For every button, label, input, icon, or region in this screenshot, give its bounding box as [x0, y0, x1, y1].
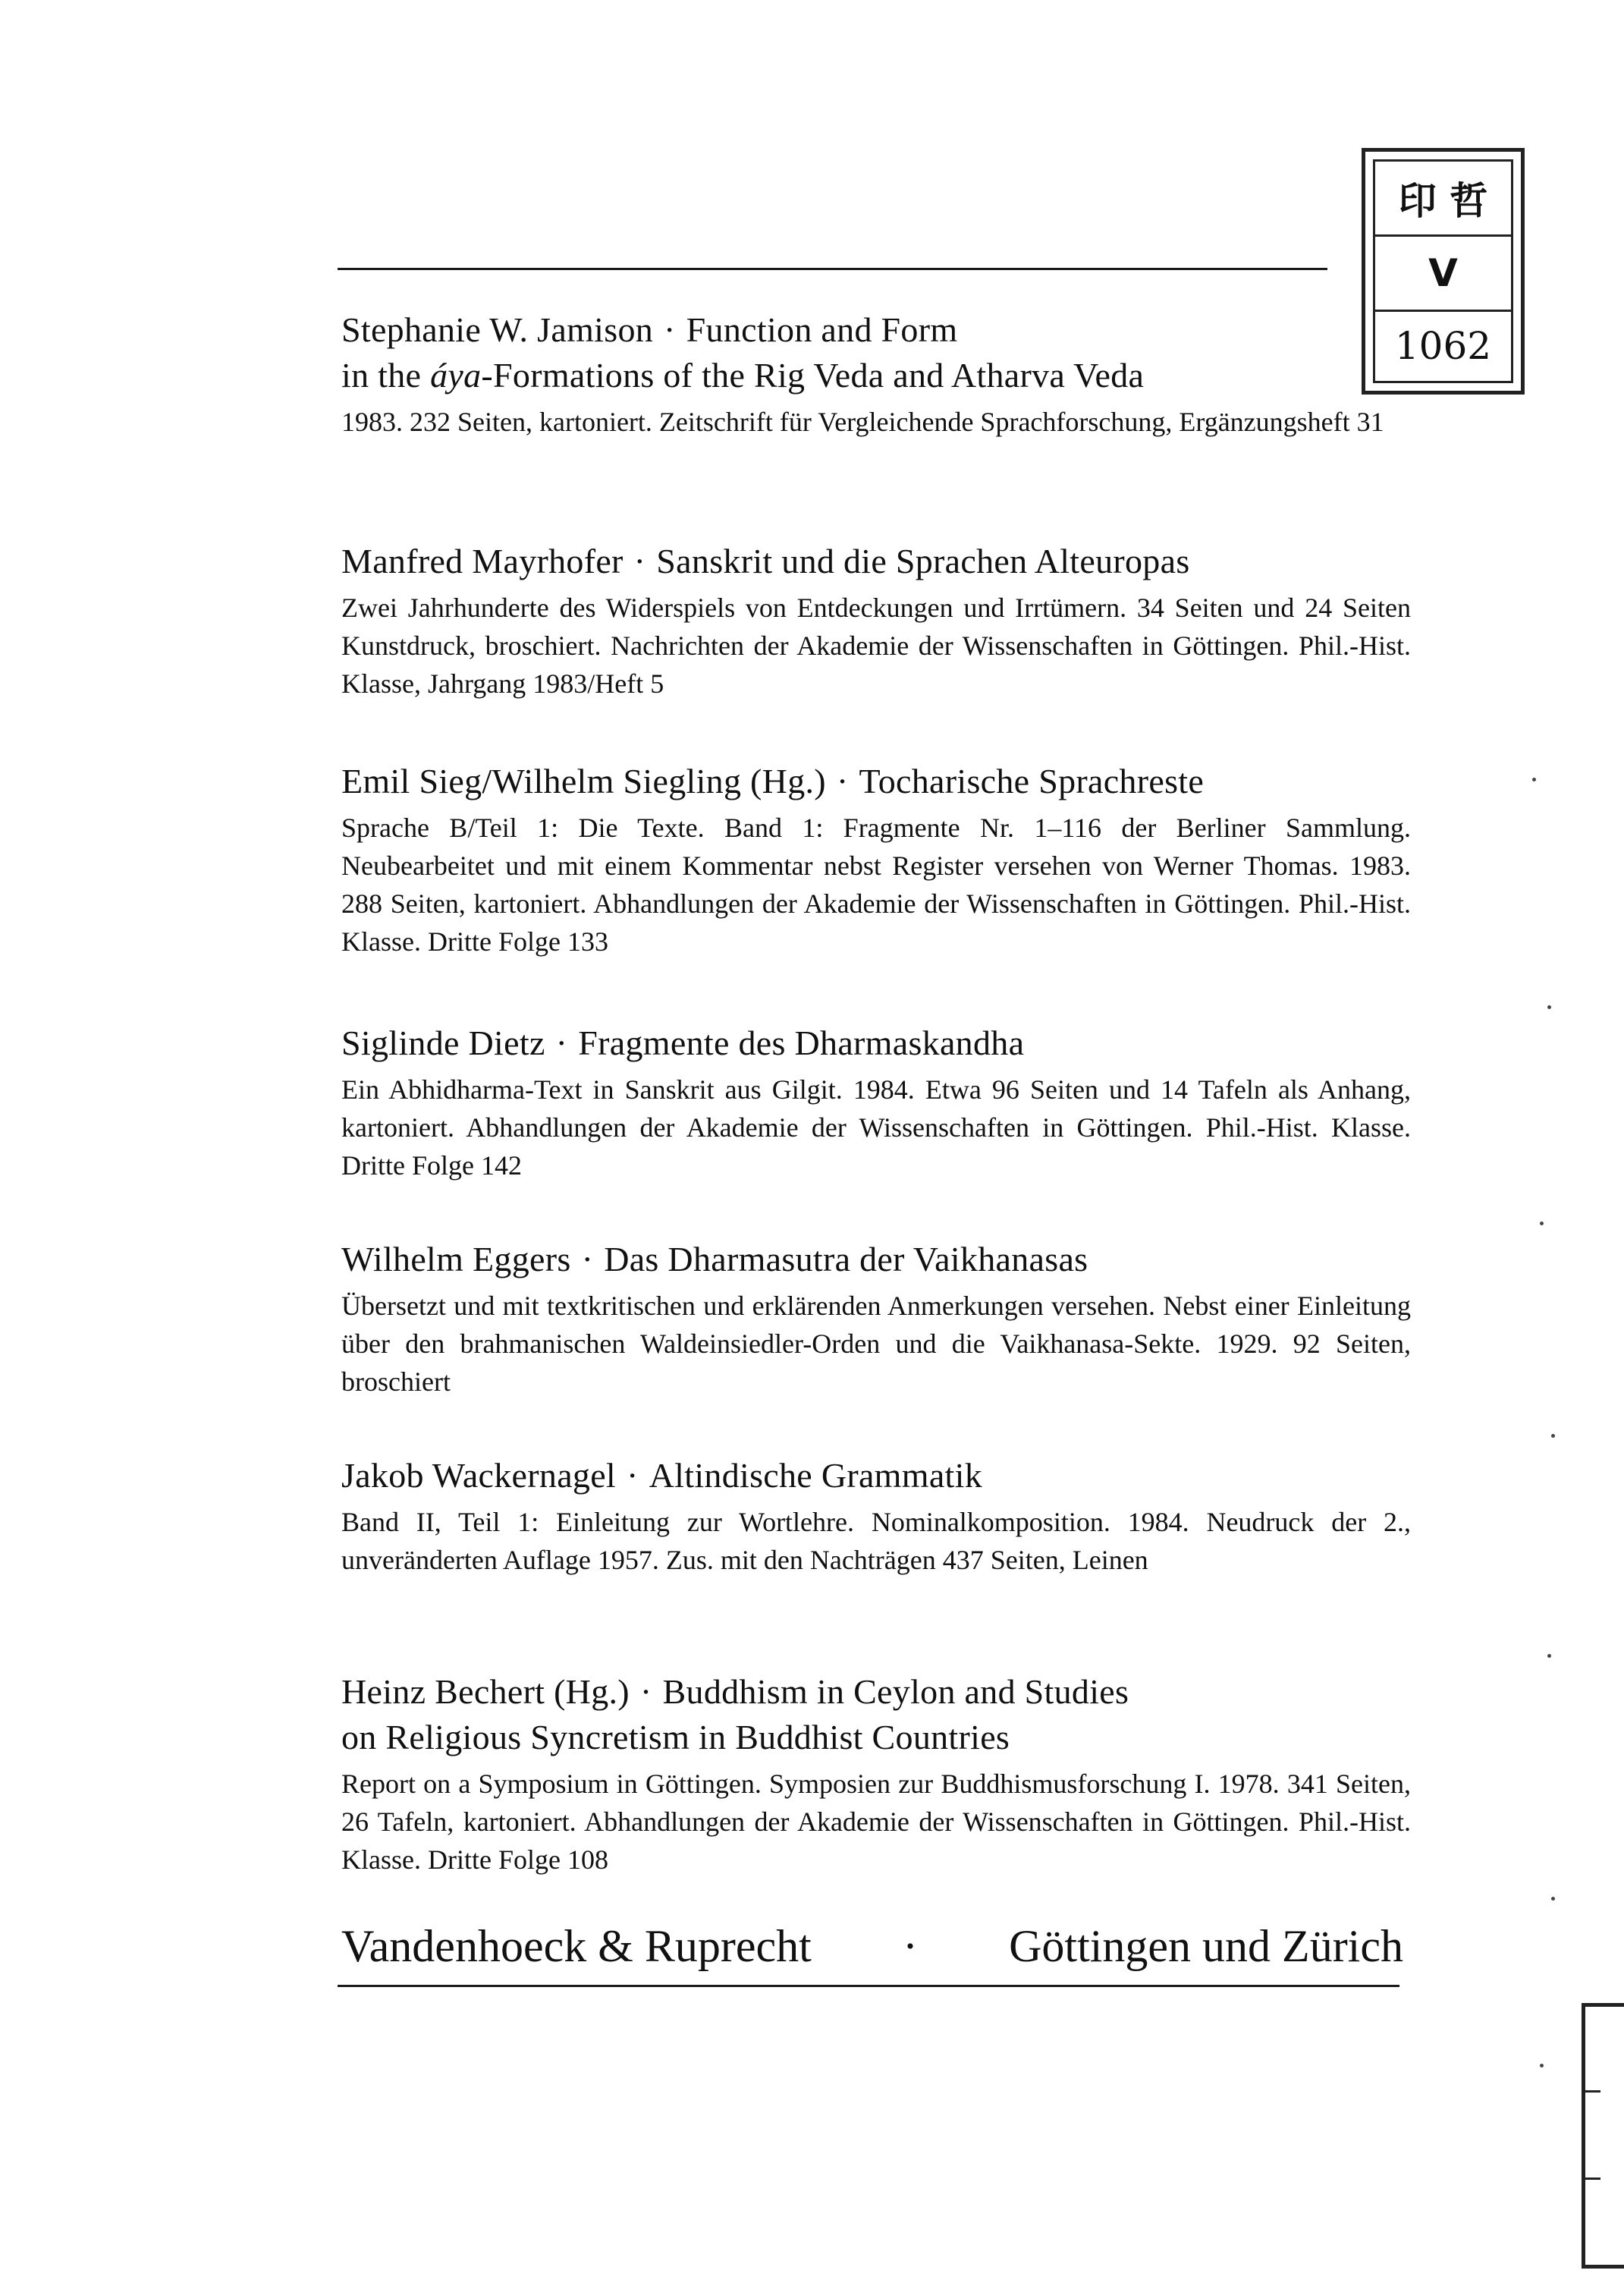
publisher-line	[341, 1920, 1403, 1973]
bracket-tick	[1585, 2178, 1600, 2180]
stamp-volume: V	[1375, 234, 1511, 312]
entry-title: Function and Form	[686, 310, 958, 349]
entry-title: Das Dharmasutra der Vaikhanasas	[604, 1240, 1088, 1278]
entry-title-suffix: -Formations of the Rig Veda and Atharva Veda	[481, 356, 1145, 395]
entry-author: Heinz Bechert (Hg.)	[341, 1672, 630, 1711]
publisher-text	[341, 1920, 1403, 1973]
entry-author: Siglinde Dietz	[341, 1024, 545, 1062]
top-rule	[338, 268, 1327, 270]
scan-speck	[1551, 1897, 1555, 1901]
entry-heading: Emil Sieg/Wilhelm Siegling (Hg.) · Tocharische Sprachreste	[341, 762, 1205, 800]
entry-author: Stephanie W. Jamison	[341, 310, 654, 349]
entry-description: Ein Abhidharma-Text in Sanskrit aus Gilgit. 1984. Etwa 96 Seiten und 14 Tafeln als Anhang, kartoniert. Abhandlungen der Akademie der Wissenschaften in Göttingen. Phil.-Hist. Klasse. Dritte Folge 142	[341, 1074, 1411, 1181]
entry-description: Sprache B/Teil 1: Die Texte. Band 1: Fragmente Nr. 1–116 der Berliner Sammlung. Neubearbeitet und mit einem Kommentar nebst Register versehen von Werner Thomas. 1983. 288 Seiten, kartoniert. Abhandlungen der Akademie der Wissenschaften in Göttingen. Phil.-Hist. Klasse. Dritte Folge 133	[341, 813, 1411, 957]
entry-author: Jakob Wackernagel	[341, 1456, 617, 1495]
entry-description: Übersetzt und mit textkritischen und erklärenden Anmerkungen versehen. Nebst einer Einleitung über den brahmanischen Waldeinsiedler-Orden und die Vaikhanasa-Sekte. 1929. 92 Seiten, broschiert	[341, 1291, 1411, 1397]
entry-author: Wilhelm Eggers	[341, 1240, 571, 1278]
entry-bechert	[341, 1669, 1411, 1879]
entry-sieg-siegling	[341, 759, 1411, 961]
entry-title: Buddhism in Ceylon and Studies	[662, 1672, 1129, 1711]
entry-eggers	[341, 1237, 1411, 1401]
entry-dietz	[341, 1020, 1411, 1184]
scan-speck	[1532, 778, 1536, 781]
entry-heading: Jakob Wackernagel · Altindische Grammatik	[341, 1456, 983, 1495]
publisher-separator: ·	[902, 1921, 918, 1971]
margin-bracket	[1582, 2003, 1624, 2269]
entry-heading: Heinz Bechert (Hg.) · Buddhism in Ceylon and Studies on Religious Syncretism in Buddhist Countries	[341, 1672, 1129, 1756]
entry-heading: Wilhelm Eggers · Das Dharmasutra der Vaikhanasas	[341, 1240, 1088, 1278]
bottom-rule	[338, 1985, 1399, 1987]
entry-description: 1983. 232 Seiten, kartoniert. Zeitschrift für Vergleichende Sprachforschung, Ergänzungsheft 31	[341, 407, 1384, 437]
scan-speck	[1547, 1654, 1551, 1658]
entry-heading: Siglinde Dietz · Fragmente des Dharmaskandha	[341, 1024, 1025, 1062]
entry-author: Manfred Mayrhofer	[341, 542, 624, 580]
publisher-place: Göttingen und Zürich	[1009, 1921, 1403, 1971]
entry-heading: Stephanie W. Jamison · Function and Form in the áya-Formations of the Rig Veda and Atharva Veda	[341, 310, 1145, 395]
bracket-tick	[1585, 2090, 1600, 2093]
entry-title: Sanskrit und die Sprachen Alteuropas	[656, 542, 1190, 580]
stamp-number: 1062	[1394, 324, 1492, 368]
scan-speck	[1540, 2064, 1544, 2067]
stamp-characters: 印 哲	[1398, 179, 1488, 223]
entry-title-prefix: in the	[341, 356, 431, 395]
entry-heading: Manfred Mayrhofer · Sanskrit und die Sprachen Alteuropas	[341, 542, 1190, 580]
entry-title-italic: áya	[430, 356, 482, 395]
entry-author: Emil Sieg/Wilhelm Siegling (Hg.)	[341, 762, 826, 800]
publisher-name: Vandenhoeck & Ruprecht	[341, 1921, 812, 1971]
scan-speck	[1540, 1222, 1544, 1225]
entry-title: Altindische Grammatik	[649, 1456, 983, 1495]
entry-mayrhofer	[341, 539, 1411, 703]
scan-speck	[1551, 1434, 1555, 1438]
entry-title-line2: on Religious Syncretism in Buddhist Countries	[341, 1718, 1010, 1756]
entry-title: Fragmente des Dharmaskandha	[578, 1024, 1025, 1062]
entry-description: Zwei Jahrhunderte des Widerspiels von Entdeckungen und Irrtümern. 34 Seiten und 24 Seiten Kunstdruck, broschiert. Nachrichten der Akademie der Wissenschaften in Göttingen. Phil.-Hist. Klasse, Jahrgang 1983/Heft 5	[341, 593, 1411, 699]
entry-wackernagel	[341, 1453, 1411, 1579]
entry-description: Band II, Teil 1: Einleitung zur Wortlehre. Nominalkomposition. 1984. Neudruck der 2., unveränderten Auflage 1957. Zus. mit den Nachträgen 437 Seiten, Leinen	[341, 1507, 1411, 1575]
entry-jamison	[341, 307, 1411, 441]
entry-title: Tocharische Sprachreste	[859, 762, 1205, 800]
scan-speck	[1547, 1005, 1551, 1009]
entry-description: Report on a Symposium in Göttingen. Symposien zur Buddhismusforschung I. 1978. 341 Seiten, 26 Tafeln, kartoniert. Abhandlungen der Akademie der Wissenschaften in Göttingen. Phil.-Hist. Klasse. Dritte Folge 108	[341, 1769, 1411, 1875]
